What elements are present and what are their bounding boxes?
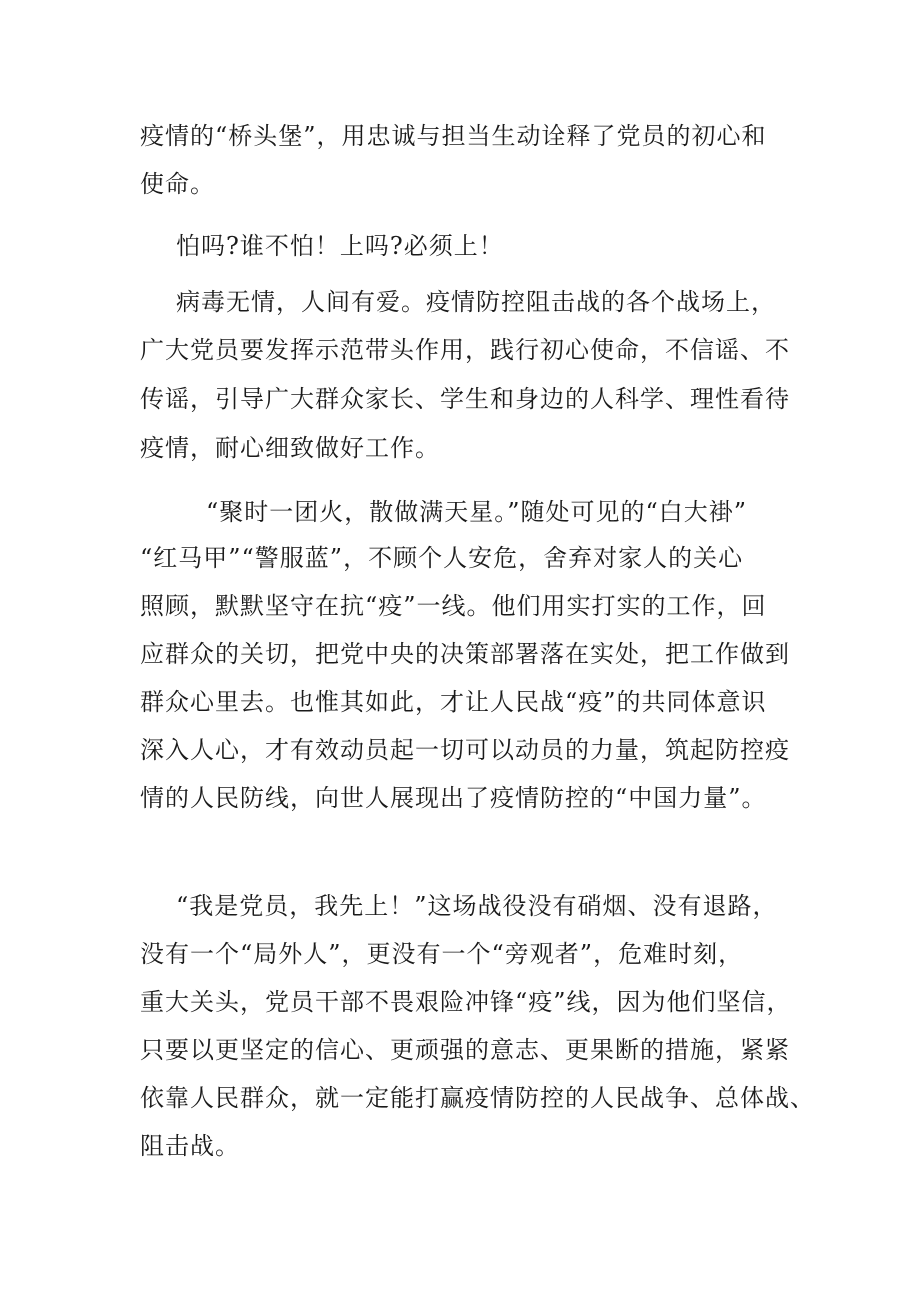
text-line: 广大党员要发挥示范带头作用，践行初心使命，不信谣、不 <box>140 336 790 364</box>
text-line: 疫情，耐心细致做好工作。 <box>140 434 440 462</box>
text-line: 传谣，引导广大群众家长、学生和身边的人科学、理性看待 <box>140 385 790 413</box>
text-line: 没有一个“局外人”，更没有一个“旁观者”，危难时刻， <box>140 940 744 968</box>
text-line: 只要以更坚定的信心、更顽强的意志、更果断的措施，紧紧 <box>140 1036 790 1064</box>
text-line: 疫情的“桥头堡”，用忠诚与担当生动诠释了党员的初心和 <box>140 122 767 150</box>
text-line: 病毒无情，人间有爱。疫情防控阻击战的各个战场上， <box>176 288 776 316</box>
text-line: 群众心里去。也惟其如此，才让人民战“疫”的共同体意识 <box>140 688 767 716</box>
text-line: “聚时一团火，散做满天星。”随处可见的“白大褂” <box>206 498 748 526</box>
text-line: 重大关头，党员干部不畏艰险冲锋“疫”线，因为他们坚信， <box>140 988 792 1016</box>
text-line: 应群众的关切，把党中央的决策部署落在实处，把工作做到 <box>140 640 790 668</box>
text-line: “红马甲”“警服蓝”，不顾个人安危，舍弃对家人的关心 <box>140 544 744 572</box>
text-line: 情的人民防线，向世人展现出了疫情防控的“中国力量”。 <box>140 784 767 812</box>
text-line: 依靠人民群众，就一定能打赢疫情防控的人民战争、总体战、 <box>140 1084 815 1112</box>
text-line: “我是党员，我先上！”这场战役没有硝烟、没有退路， <box>176 892 778 920</box>
text-line: 阻击战。 <box>140 1132 240 1160</box>
text-line: 照顾，默默坚守在抗“疫”一线。他们用实打实的工作，回 <box>140 592 767 620</box>
text-line: 怕吗?谁不怕！上吗?必须上！ <box>176 232 504 260</box>
text-line: 使命。 <box>140 170 215 198</box>
text-line: 深入人心，才有效动员起一切可以动员的力量，筑起防控疫 <box>140 736 790 764</box>
